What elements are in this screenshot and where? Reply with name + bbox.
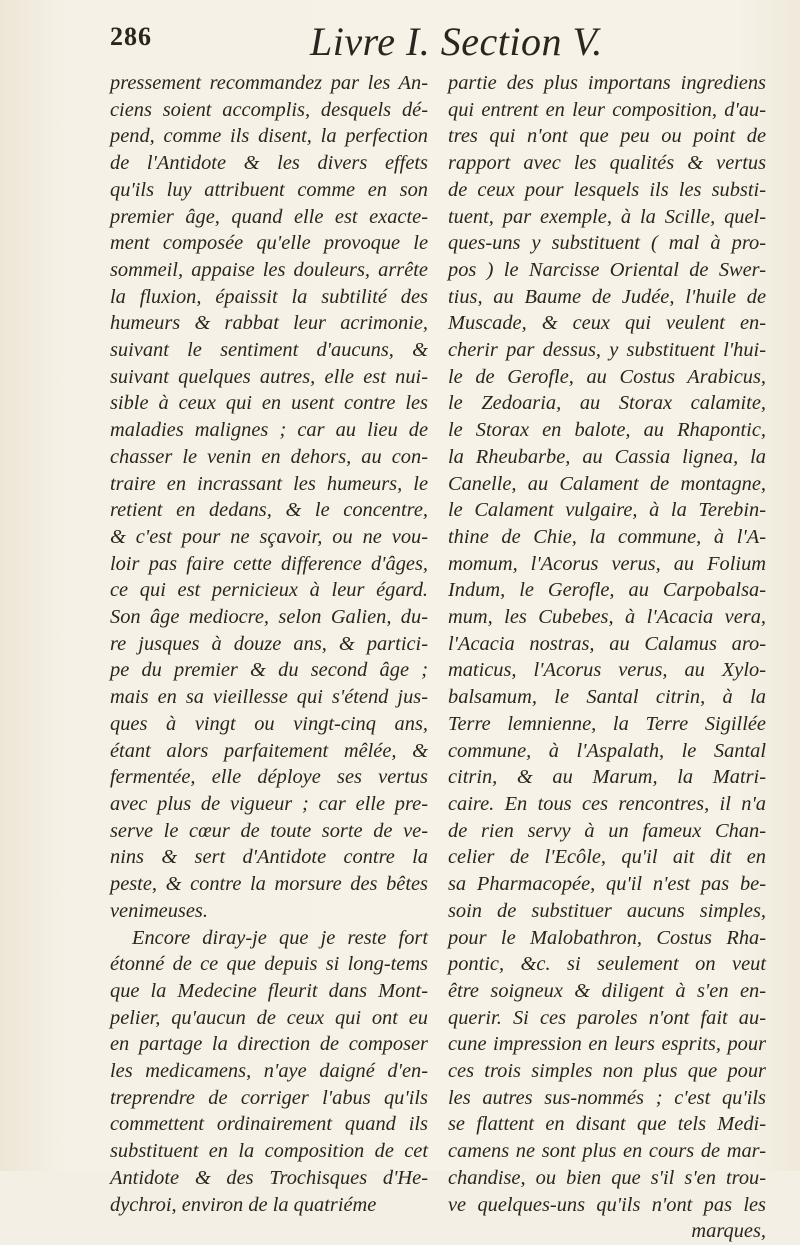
- text-line: la fluxion, épaissit la subtilité des: [110, 285, 428, 308]
- text-line: retient en dedans, & le concentre,: [110, 499, 428, 522]
- text-line: momum, l'Acorus verus, au Folium: [448, 552, 766, 575]
- text-line: commune, à l'Aspalath, le Santal: [448, 739, 766, 762]
- text-line: pelier, qu'aucun de ceux qui ont eu: [110, 1006, 428, 1029]
- text-line: mum, les Cubebes, à l'Acacia vera,: [448, 606, 766, 629]
- text-line: de l'Antidote & les divers effets: [110, 152, 428, 175]
- text-line: marques,: [691, 1220, 766, 1243]
- text-line: tres qui n'ont que peu ou point de: [448, 125, 766, 148]
- text-line: ques-uns y substituent ( mal à pro-: [448, 232, 766, 255]
- text-line: chandise, ou bien que s'il s'en trou-: [448, 1166, 766, 1189]
- text-line: être soigneux & diligent à s'en en-: [448, 979, 766, 1002]
- text-line: serve le cœur de toute sorte de ve-: [110, 819, 428, 842]
- text-line: Antidote & des Trochisques d'He-: [110, 1166, 428, 1189]
- text-line: camens ne sont plus en cours de mar-: [448, 1140, 766, 1163]
- text-line: & c'est pour ne sçavoir, ou ne vou-: [110, 525, 428, 548]
- text-line: nins & sert d'Antidote contre la: [110, 846, 428, 869]
- text-line: ce qui est pernicieux à leur égard.: [110, 579, 428, 602]
- running-title: Livre I. Section V.: [310, 19, 603, 64]
- text-line: loir pas faire cette difference d'âges,: [110, 552, 428, 575]
- left-text-column: [110, 70, 428, 1216]
- page-header: [110, 18, 750, 68]
- text-line: sa Pharmacopée, qu'il n'est pas be-: [448, 873, 766, 896]
- text-line: thine de Chie, la commune, à l'A-: [448, 525, 766, 548]
- text-line: balsamum, le Santal citrin, à la: [448, 686, 766, 709]
- text-line: sible à ceux qui en usent contre les: [110, 392, 428, 415]
- text-line: le Calament vulgaire, à la Terebin-: [448, 499, 766, 522]
- text-line: ve quelques-uns qu'ils n'ont pas les: [448, 1193, 766, 1216]
- text-line: ciens soient accomplis, desquels dé-: [110, 98, 428, 121]
- text-line: étant alors parfaitement mêlée, &: [110, 739, 428, 762]
- text-line: maladies malignes ; car au lieu de: [110, 419, 428, 442]
- text-line: pressement recommandez par les An-: [110, 72, 428, 94]
- text-line: en partage la direction de composer: [110, 1033, 428, 1056]
- text-line: l'Acacia nostras, au Calamus aro-: [448, 632, 766, 655]
- right-text-column: [448, 70, 766, 1243]
- text-line: fermentée, elle déploye ses vertus: [110, 766, 428, 789]
- text-line: substituent en la composition de cet: [110, 1140, 428, 1163]
- text-line: cune impression en leurs esprits, pour: [448, 1033, 766, 1056]
- text-line: mais en sa vieillesse qui s'étend jus-: [110, 686, 428, 709]
- text-line: humeurs & rabbat leur acrimonie,: [110, 312, 428, 335]
- text-line: pontic, &c. si seulement on veut: [448, 953, 766, 976]
- text-line: ques à vingt ou vingt-cinq ans,: [110, 712, 428, 735]
- text-line: celier de l'Ecôle, qu'il ait dit en: [448, 846, 766, 869]
- text-line: Muscade, & ceux qui veulent en-: [448, 312, 766, 335]
- text-line: les autres sus-nommés ; c'est qu'ils: [448, 1086, 766, 1109]
- text-line: caire. En tous ces rencontres, il n'a: [448, 792, 766, 815]
- text-line: suivant le sentiment d'aucuns, &: [110, 339, 428, 362]
- text-line: avec plus de vigueur ; car elle pre-: [110, 792, 428, 815]
- text-line: cherir par dessus, y substituent l'hui-: [448, 339, 766, 362]
- text-line: Terre lemnienne, la Terre Sigillée: [448, 712, 766, 735]
- text-line: le Storax en balote, au Rhapontic,: [448, 419, 766, 442]
- text-line: partie des plus importans ingrediens: [448, 72, 766, 94]
- text-line: premier âge, quand elle est exacte-: [110, 205, 428, 228]
- text-line: la Rheubarbe, au Cassia lignea, la: [448, 445, 766, 468]
- text-line: les medicamens, n'aye daigné d'en-: [110, 1060, 428, 1083]
- text-line: de ceux pour lesquels ils les substi-: [448, 178, 766, 201]
- text-line: que la Medecine fleurit dans Mont-: [110, 979, 428, 1002]
- text-line: pour le Malobathron, Costus Rha-: [448, 926, 766, 949]
- text-line: sommeil, appaise les douleurs, arrête: [110, 258, 428, 281]
- text-line: re jusques à douze ans, & partici-: [110, 632, 428, 655]
- text-line: suivant quelques autres, elle est nui-: [110, 365, 428, 388]
- text-line: traire en incrassant les humeurs, le: [110, 472, 428, 495]
- text-line: chasser le venin en dehors, au con-: [110, 445, 428, 468]
- text-line: se flattent en disant que tels Medi-: [448, 1113, 766, 1136]
- text-line: pe du premier & du second âge ;: [110, 659, 428, 682]
- text-line: Son âge mediocre, selon Galien, du-: [110, 606, 428, 629]
- text-line: treprendre de corriger l'abus qu'ils: [110, 1086, 428, 1109]
- page-number: 286: [110, 22, 152, 51]
- text-line: dychroi, environ de la quatriéme: [110, 1193, 377, 1216]
- text-line: qu'ils luy attribuent comme en son: [110, 178, 428, 201]
- text-line: Encore diray-je que je reste fort: [132, 926, 428, 949]
- text-line: étonné de ce que depuis si long-tems: [110, 953, 428, 976]
- text-line: qui entrent en leur composition, d'au-: [448, 98, 766, 121]
- text-line: Indum, le Gerofle, au Carpobalsa-: [448, 579, 766, 602]
- text-line: venimeuses.: [110, 899, 208, 922]
- text-line: tius, au Baume de Judée, l'huile de: [448, 285, 766, 308]
- text-line: ment composée qu'elle provoque le: [110, 232, 428, 255]
- text-line: maticus, l'Acorus verus, au Xylo-: [448, 659, 766, 682]
- text-line: Canelle, au Calament de montagne,: [448, 472, 766, 495]
- text-line: peste, & contre la morsure des bêtes: [110, 873, 428, 896]
- text-line: querir. Si ces paroles n'ont fait au-: [448, 1006, 766, 1029]
- text-line: le de Gerofle, au Costus Arabicus,: [448, 365, 766, 388]
- text-line: de rien servy à un fameux Chan-: [448, 819, 766, 842]
- text-line: commettent ordinairement quand ils: [110, 1113, 428, 1136]
- text-line: soin de substituer aucuns simples,: [448, 899, 766, 922]
- text-line: citrin, & au Marum, la Matri-: [448, 766, 766, 789]
- text-line: pos ) le Narcisse Oriental de Swer-: [448, 258, 766, 281]
- text-line: ces trois simples non plus que pour: [448, 1060, 766, 1083]
- text-line: le Zedoaria, au Storax calamite,: [448, 392, 766, 415]
- text-line: pend, comme ils disent, la perfection: [110, 125, 428, 148]
- text-line: rapport avec les qualités & vertus: [448, 152, 766, 175]
- text-line: tuent, par exemple, à la Scille, quel-: [448, 205, 766, 228]
